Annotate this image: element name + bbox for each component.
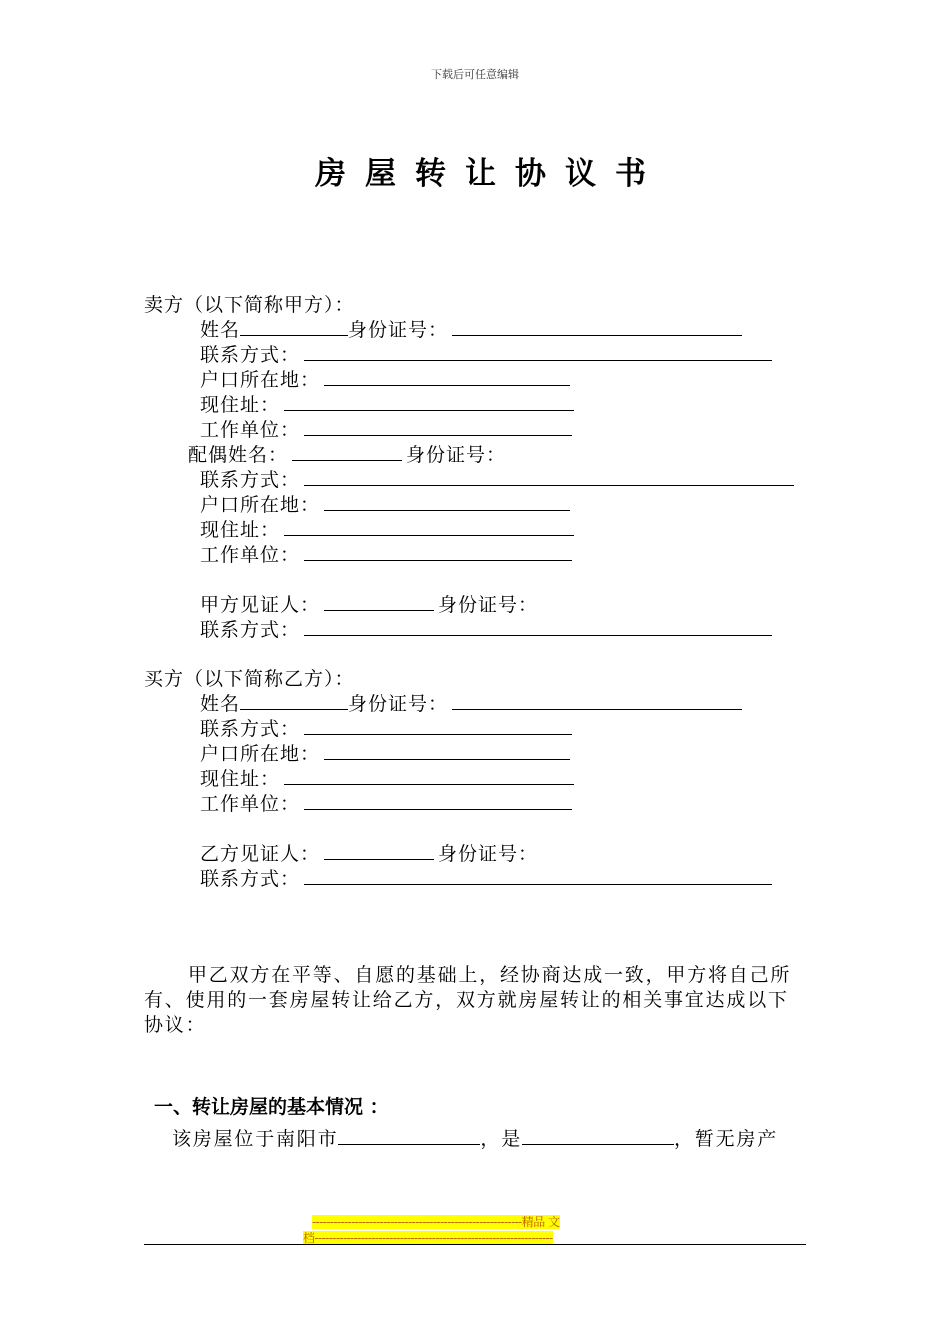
spouse-address-field[interactable]: [284, 518, 574, 536]
seller-witness-id-label: 身份证号：: [438, 594, 539, 616]
section1-type-field[interactable]: [522, 1127, 674, 1145]
footer-stamp-text2: 档-------------------------------------------------------------------: [303, 1231, 553, 1245]
buyer-witness-row: [200, 842, 538, 867]
seller-address-label: 现住址：: [200, 394, 281, 416]
seller-id-field[interactable]: [452, 318, 742, 336]
buyer-heading: 买方（以下简称乙方）：: [144, 668, 355, 690]
seller-witness-label: 甲方见证人：: [200, 594, 321, 616]
seller-witness-field[interactable]: [324, 593, 434, 611]
spouse-contact-label: 联系方式：: [200, 469, 301, 491]
seller-hukou-row: [200, 368, 574, 393]
seller-address-field[interactable]: [284, 393, 574, 411]
buyer-id-label: 身份证号：: [348, 693, 449, 715]
buyer-address-row: [200, 767, 578, 792]
buyer-contact-row: [200, 717, 576, 742]
buyer-hukou-label: 户口所在地：: [200, 743, 321, 765]
spouse-name-row: [188, 443, 506, 468]
buyer-witness-label: 乙方见证人：: [200, 843, 321, 865]
buyer-name-row: [200, 692, 746, 717]
seller-name-field[interactable]: [240, 318, 348, 336]
seller-witness-row: [200, 593, 538, 618]
spouse-contact-row: [200, 468, 798, 493]
section1-text-a: 该房屋位于南阳市: [172, 1128, 339, 1150]
seller-witness-contact-row: [200, 618, 776, 643]
spouse-contact-field[interactable]: [304, 468, 794, 486]
seller-id-label: 身份证号：: [348, 319, 449, 341]
seller-heading: 卖方（以下简称甲方）：: [144, 294, 355, 316]
buyer-work-label: 工作单位：: [200, 793, 301, 815]
buyer-work-field[interactable]: [304, 792, 572, 810]
buyer-witness-id-label: 身份证号：: [438, 843, 539, 865]
buyer-hukou-row: [200, 742, 574, 767]
spouse-hukou-row: [200, 493, 574, 518]
seller-hukou-label: 户口所在地：: [200, 369, 321, 391]
buyer-witness-contact-field[interactable]: [304, 867, 772, 885]
spouse-work-field[interactable]: [304, 543, 572, 561]
seller-contact-field[interactable]: [304, 343, 772, 361]
section1-text-c: ，暂无房产: [674, 1128, 779, 1150]
document-title: 房屋转让协议书: [315, 156, 665, 192]
spouse-name-label: 配偶姓名：: [188, 444, 289, 466]
buyer-name-field[interactable]: [240, 692, 348, 710]
seller-contact-label: 联系方式：: [200, 344, 301, 366]
buyer-witness-contact-row: [200, 867, 776, 892]
buyer-hukou-field[interactable]: [324, 742, 570, 760]
section1-text: [172, 1127, 778, 1152]
footer-stamp-text1: -----------------------------------------------------------精品 文: [312, 1215, 560, 1229]
spouse-id-label: 身份证号：: [406, 444, 507, 466]
seller-work-row: [200, 418, 576, 443]
header-note: 下载后可任意编辑: [431, 68, 519, 81]
seller-witness-contact-label: 联系方式：: [200, 619, 301, 641]
buyer-witness-field[interactable]: [324, 842, 434, 860]
buyer-address-label: 现住址：: [200, 768, 281, 790]
spouse-name-field[interactable]: [292, 443, 402, 461]
section1-heading: 一、转让房屋的基本情况 ：: [154, 1096, 389, 1118]
seller-contact-row: [200, 343, 776, 368]
seller-address-row: [200, 393, 578, 418]
seller-hukou-field[interactable]: [324, 368, 570, 386]
seller-work-label: 工作单位：: [200, 419, 301, 441]
spouse-hukou-field[interactable]: [324, 493, 570, 511]
buyer-id-field[interactable]: [452, 692, 742, 710]
buyer-address-field[interactable]: [284, 767, 574, 785]
footer-divider: [144, 1244, 806, 1245]
section1-text-b: ，是: [480, 1128, 523, 1150]
seller-witness-contact-field[interactable]: [304, 618, 772, 636]
seller-name-label: 姓名: [200, 319, 241, 341]
spouse-work-label: 工作单位：: [200, 544, 301, 566]
seller-name-row: [200, 318, 746, 343]
spouse-hukou-label: 户口所在地：: [200, 494, 321, 516]
buyer-name-label: 姓名: [200, 693, 241, 715]
spouse-work-row: [200, 543, 576, 568]
buyer-contact-label: 联系方式：: [200, 718, 301, 740]
buyer-witness-contact-label: 联系方式：: [200, 868, 301, 890]
buyer-work-row: [200, 792, 576, 817]
spouse-address-row: [200, 518, 578, 543]
buyer-contact-field[interactable]: [304, 717, 572, 735]
seller-work-field[interactable]: [304, 418, 572, 436]
intro-paragraph: 甲乙双方在平等、自愿的基础上，经协商达成一致，甲方将自己所有、使用的一套房屋转让给乙方，双方就房屋转让的相关事宜达成以下协议：: [144, 964, 792, 1036]
spouse-address-label: 现住址：: [200, 519, 281, 541]
section1-city-field[interactable]: [338, 1127, 480, 1145]
